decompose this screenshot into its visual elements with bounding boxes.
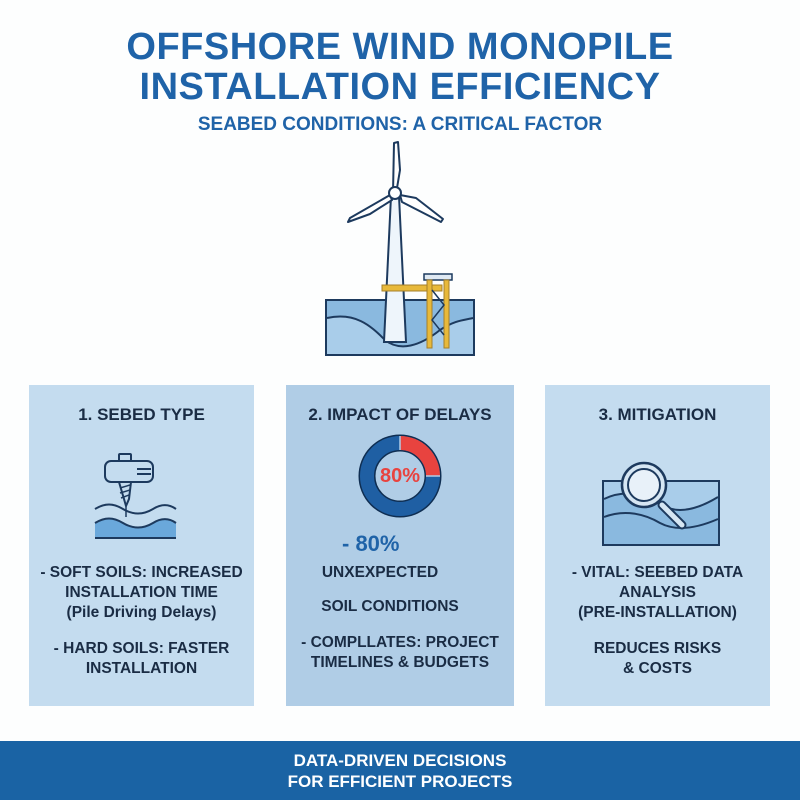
text-line: INSTALLATION TIME [65, 584, 218, 601]
text-line: - VITAL: SEEBED DATA [571, 564, 744, 581]
banner-line-1: DATA-DRIVEN DECISIONS [293, 751, 507, 770]
card-title: 3. MITIGATION [598, 405, 717, 424]
vital-seabed-analysis-text [545, 563, 770, 623]
card-title: 1. SEBED TYPE [78, 405, 205, 424]
text-line: - SOFT SOILS: INCREASED [40, 564, 243, 581]
text-line: REDUCES RISKS [593, 640, 722, 657]
donut-chart-icon [358, 434, 442, 523]
seabed-magnifier-icon [600, 459, 720, 554]
footer-banner [0, 741, 800, 800]
soft-soils-text [29, 563, 254, 623]
page-subtitle: SEABED CONDITIONS: A CRITICAL FACTOR [197, 114, 603, 135]
soil-conditions-text: SOIL CONDITIONS [321, 598, 459, 615]
big-percent-value: - 80% [342, 531, 400, 556]
complicates-text [286, 633, 514, 673]
text-line: INSTALLATION [85, 660, 198, 677]
page-title-line-1: OFFSHORE WIND MONOPILE [126, 26, 674, 68]
card-impact-of-delays [286, 385, 514, 706]
text-line: & COSTS [623, 660, 692, 677]
text-line: (Pile Driving Delays) [66, 604, 217, 621]
text-line: - COMPLLATES: PROJECT [301, 634, 499, 651]
text-line: TIMELINES & BUDGETS [310, 654, 490, 671]
unexpected-text: UNXEXPECTED [321, 564, 439, 581]
card-title: 2. IMPACT OF DELAYS [308, 405, 492, 424]
page-title-line-2: INSTALLATION EFFICIENCY [139, 66, 661, 108]
offshore-wind-turbine-icon [310, 130, 490, 360]
text-line: (PRE-INSTALLATION) [578, 604, 737, 621]
reduces-risks-text [545, 639, 770, 679]
text-line: - HARD SOILS: FASTER [53, 640, 230, 657]
card-seabed-type [29, 385, 254, 706]
donut-center-label: 80% [379, 465, 421, 487]
text-line: ANALYSIS [619, 584, 696, 601]
pile-driver-drill-icon [91, 451, 191, 546]
card-mitigation [545, 385, 770, 706]
banner-line-2: FOR EFFICIENT PROJECTS [287, 772, 513, 791]
hard-soils-text [29, 639, 254, 679]
